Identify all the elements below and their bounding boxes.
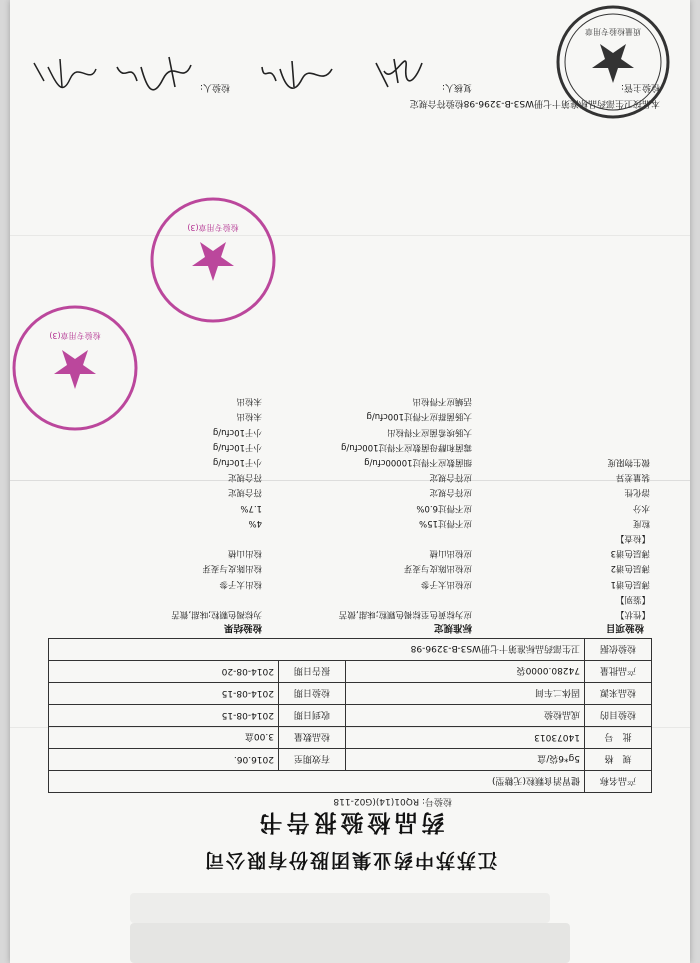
result-item: 薄层色谱2: [610, 563, 650, 574]
reviewer-signature: [258, 53, 338, 93]
info-label: 检品来源: [585, 683, 652, 705]
info-value: 健胃消食颗粒(无糖型): [49, 771, 585, 793]
inspector-label: 检验人:: [199, 82, 230, 92]
result-standard: 应不得过6.0%: [416, 502, 472, 513]
info-value: 2014-08-20: [49, 661, 279, 683]
report-number: [333, 796, 452, 809]
table-row: [49, 639, 652, 661]
result-standard: 应检出山楂: [429, 548, 472, 559]
fold-line: [10, 235, 690, 236]
info-label: 报告日期: [279, 661, 346, 683]
result-standard: 活螨应不得检出: [412, 396, 472, 407]
column-header-result: 检验结果: [223, 622, 262, 633]
info-value: 5g*6袋/盒: [346, 749, 585, 771]
report-number-value: RQ01(14)(G02-118: [333, 796, 420, 806]
svg-text:检验专用章(3): 检验专用章(3): [49, 331, 101, 340]
result-value: 符合规定: [227, 487, 262, 498]
result-standard: 大肠埃希菌应不得检出: [386, 426, 472, 437]
info-value: 74280.0000袋: [346, 661, 585, 683]
result-item: 装量差异: [615, 472, 650, 483]
result-value: 小于10cfu/g: [212, 441, 262, 452]
result-standard: 应检出陈皮与麦芽: [403, 563, 472, 574]
result-item: 【性状】: [615, 609, 650, 619]
result-value: 为棕褐色颗粒;味甜,微苦: [171, 609, 262, 619]
info-value: 2016.06.: [49, 749, 279, 771]
info-label: 有效期至: [279, 749, 346, 771]
quality-seal-stamp: [554, 3, 672, 121]
result-item: 溶化性: [624, 487, 650, 498]
info-label: 检验目的: [585, 705, 652, 727]
supervisor-signature: [370, 53, 428, 93]
info-label: 检验日期: [279, 683, 346, 705]
result-value: 小于10cfu/g: [212, 426, 262, 437]
fold-line: [10, 480, 690, 481]
scan-smudge: [130, 923, 570, 963]
info-label: 产品批量: [585, 661, 652, 683]
result-value: 1.7%: [240, 502, 262, 513]
result-standard: 应符合规定: [429, 472, 472, 483]
info-value: 2014-08-15: [49, 683, 279, 705]
result-item: 薄层色谱3: [610, 548, 650, 559]
result-standard: 应符合规定: [429, 487, 472, 498]
info-value: 2014-08-15: [49, 705, 279, 727]
result-item: 微生物限度: [607, 457, 650, 467]
result-standard: 应为棕黄色至棕褐色颗粒;味甜,微苦: [338, 609, 472, 619]
info-value: 卫生部药品标准第十七册WS3-B-3296-98: [49, 639, 585, 661]
svg-text:质量检验专用章: 质量检验专用章: [585, 27, 641, 36]
report-paper: [10, 0, 690, 963]
result-value: 小于10cfu/g: [212, 457, 262, 467]
result-value: 检出陈皮与麦芽: [202, 563, 262, 574]
table-row: [49, 771, 652, 793]
inspection-seal-stamp-1: [148, 195, 278, 325]
column-header-standard: 标准规定: [433, 622, 472, 633]
info-label: 批 号: [585, 727, 652, 749]
info-value: 成品检验: [346, 705, 585, 727]
info-value: 14073013: [346, 727, 585, 749]
conclusion-text: 本品按卫生部药品标准第十七册WS3-B-3296-98检验符合规定: [409, 98, 660, 108]
result-standard: 霉菌和酵母菌数应不得过100cfu/g: [340, 441, 472, 452]
reviewer-label: 复核人:: [441, 82, 472, 92]
column-header-item: 检验项目: [605, 622, 644, 633]
report-number-label: 检验号:: [421, 796, 452, 806]
result-value: 检出山楂: [227, 548, 262, 559]
info-label: 产品名称: [585, 771, 652, 793]
inspector-signature-2: [30, 55, 100, 91]
result-standard: 应不得过15%: [419, 517, 472, 528]
result-item: 薄层色谱1: [610, 578, 650, 589]
result-standard: 大肠菌群应不得过100cfu/g: [366, 411, 472, 422]
company-name: 江苏苏中药业集团股份有限公司: [203, 849, 498, 871]
result-value: 符合规定: [227, 472, 262, 483]
table-row: [49, 683, 652, 705]
result-value: 未检出: [236, 411, 262, 422]
svg-text:检验专用章(3): 检验专用章(3): [187, 223, 239, 232]
result-item: 水分: [632, 502, 650, 513]
table-row: [49, 749, 652, 771]
table-row: [49, 727, 652, 749]
info-value: 3.00盒: [49, 727, 279, 749]
info-label: 规 格: [585, 749, 652, 771]
result-item: 粒度: [632, 517, 650, 528]
result-item: 【鉴别】: [615, 593, 650, 604]
report-title: 药品检验报告书: [255, 809, 445, 836]
rotated-document: [10, 0, 690, 963]
scan-smudge: [130, 893, 550, 923]
info-value: 固体二车间: [346, 683, 585, 705]
result-value: 4%: [248, 517, 262, 528]
info-label: 检品数量: [279, 727, 346, 749]
result-standard: 应检出太子参: [420, 578, 472, 589]
supervisor-label: 检验主管:: [620, 82, 660, 92]
inspection-seal-stamp-2: [10, 303, 140, 433]
result-value: 检出太子参: [219, 578, 262, 589]
result-standard: 细菌数应不得过10000cfu/g: [364, 457, 472, 467]
info-label: 检验依据: [585, 639, 652, 661]
inspector-signature: [115, 51, 195, 95]
info-table: [48, 638, 652, 793]
info-label: 收到日期: [279, 705, 346, 727]
result-value: 未检出: [236, 396, 262, 407]
table-row: [49, 705, 652, 727]
table-row: [49, 661, 652, 683]
result-item: 【检查】: [615, 533, 650, 543]
